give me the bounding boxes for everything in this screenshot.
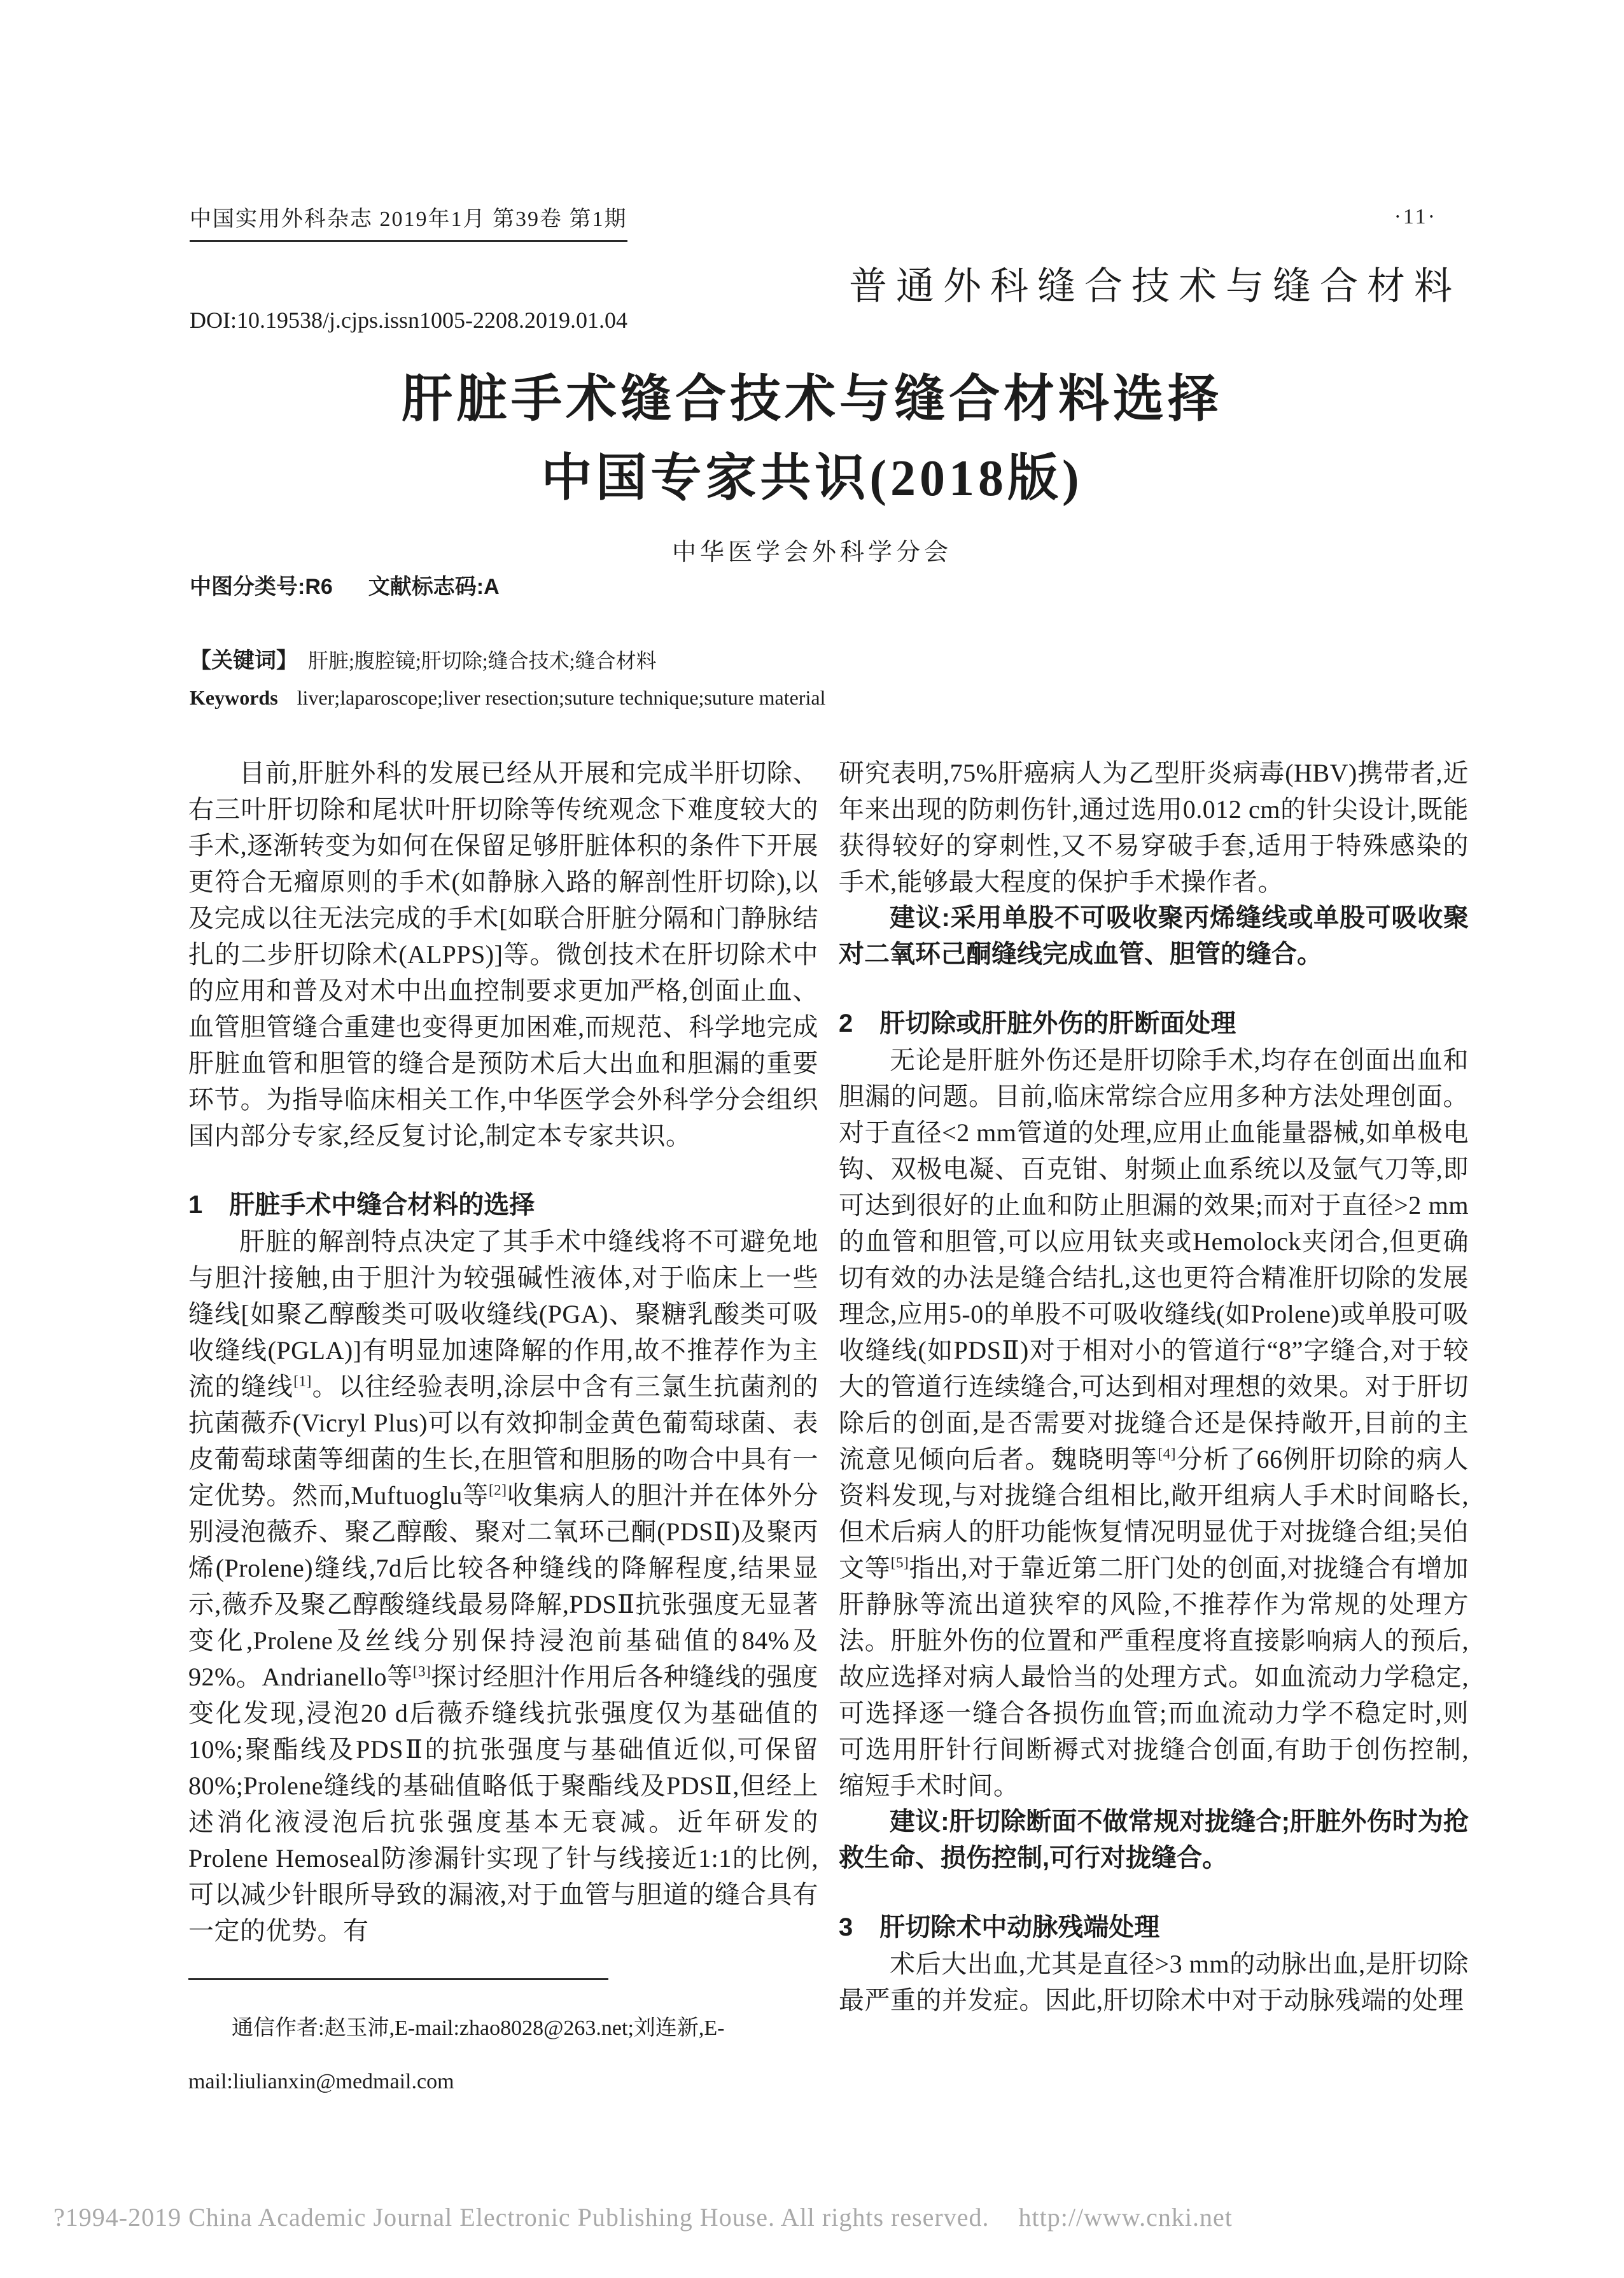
footnote-rule [188, 1978, 608, 1980]
footer-url: http://www.cnki.net [1018, 2203, 1233, 2232]
journal-header: 中国实用外科杂志 2019年1月 第39卷 第1期 [190, 201, 627, 242]
keywords-cn-line [190, 643, 657, 674]
keywords-cn-label: 【关键词】 [190, 649, 298, 673]
author: 中华医学会外科学分会 [671, 539, 952, 566]
body-paragraph: 研究表明,75%肝癌病人为乙型肝炎病毒(HBV)携带者,近年来出现的防刺伤针,通过选用0.012 cm的针尖设计,既能获得较好的穿刺性,又不易穿破手套,适用于特殊感染的手术,能够最大程度的保护手术操作者。 [839, 759, 1469, 896]
footnote [188, 1978, 818, 2109]
body-paragraph: 无论是肝脏外伤还是肝切除手术,均存在创面出血和胆漏的问题。目前,临床常综合应用多种方法处理创面。对于直径<2 mm管道的处理,应用止血能量器械,如单极电钩、双极电凝、百克钳、射频止血系统以及氩气刀等,即可达到很好的止血和防止胆漏的效果;而对于直径>2 mm的血管和胆管,可以应用钛夹或Hemolock夹闭合,但更确切有效的办法是缝合结扎,这也更符合精准肝切除的发展理念,应用5-0的单股不可吸收缝线(如Prolene)或单股可吸收缝线(如PDSⅡ)对于相对小的管道行“8”字缝合,对于较大的管道行连续缝合,可达到相对理想的效果。对于肝切除后的创面,是否需要对拢缝合还是保持敞开,目前的主流意见倾向后者。魏晓明等[4]分析了66例肝切除的病人资料发现,与对拢缝合组相比,敞开组病人手术时间略长,但术后病人的肝功能恢复情况明显优于对拢缝合组;吴伯文等[5]指出,对于靠近第二肝门处的创面,对拢缝合有增加肝静脉等流出道狭窄的风险,不推荐作为常规的处理方法。肝脏外伤的位置和严重程度将直接影响病人的预后,故应选择对病人最恰当的处理方式。如血流动力学稳定,可选择逐一缝合各损伤血管;而血流动力学不稳定时,则可选用肝针行间断褥式对拢缝合创面,有助于创伤控制,缩短手术时间。 [839, 1046, 1469, 1800]
recommendation-paragraph: 建议:采用单股不可吸收聚丙烯缝线或单股可吸收聚对二氧环己酮缝线完成血管、胆管的缝合。 [839, 904, 1469, 968]
article-title-line2: 中国专家共识(2018版) [541, 451, 1083, 507]
section-heading [839, 1006, 1469, 1042]
section-heading [188, 1187, 818, 1223]
page-number: ·11· [1394, 205, 1437, 229]
keywords-en-text: liver;laparoscope;liver resection;suture technique;suture material [297, 686, 826, 709]
section-title: 肝切除或肝脏外伤的肝断面处理 [879, 1009, 1236, 1037]
keywords-en-label: Keywords [190, 686, 278, 709]
doi-line: DOI:10.19538/j.cjps.issn1005-2208.2019.01.04 [190, 307, 627, 333]
left-column [188, 755, 818, 1949]
corresponding-author-note: 通信作者:赵玉沛,E-mail:zhao8028@263.net;刘连新,E-mail:liulianxin@medmail.com [188, 2016, 725, 2093]
section-number: 1 [188, 1191, 203, 1219]
document-code: 文献标志码:A [368, 575, 500, 599]
keywords-cn-text: 肝脏;腹腔镜;肝切除;缝合技术;缝合材料 [308, 649, 657, 672]
section-title: 肝脏手术中缝合材料的选择 [229, 1191, 535, 1219]
right-column [839, 755, 1469, 2018]
keywords-en-line [190, 686, 825, 710]
classification-line [190, 569, 500, 600]
section-heading [839, 1909, 1469, 1946]
clc-number: 中图分类号:R6 [190, 575, 333, 599]
cnki-footer [53, 2202, 1233, 2232]
column-section-title: 普通外科缝合技术与缝合材料 [849, 265, 1461, 307]
footer-copyright: ?1994-2019 China Academic Journal Electronic Publishing House. All rights reserved. [53, 2203, 990, 2232]
body-paragraph: 肝脏的解剖特点决定了其手术中缝线将不可避免地与胆汁接触,由于胆汁为较强碱性液体,对于临床上一些缝线[如聚乙醇酸类可吸收缝线(PGA)、聚糖乳酸类可吸收缝线(PGLA)]有明显加速降解的作用,故不推荐作为主流的缝线[1]。以往经验表明,涂层中含有三氯生抗菌剂的抗菌薇乔(Vicryl Plus)可以有效抑制金黄色葡萄球菌、表皮葡萄球菌等细菌的生长,在胆管和胆肠的吻合中具有一定优势。然而,Muftuoglu等[2]收集病人的胆汁并在体外分别浸泡薇乔、聚乙醇酸、聚对二氧环己酮(PDSⅡ)及聚丙烯(Prolene)缝线,7d后比较各种缝线的降解程度,结果显示,薇乔及聚乙醇酸缝线最易降解,PDSⅡ抗张强度无显著变化,Prolene及丝线分别保持浸泡前基础值的84%及92%。Andrianello等[3]探讨经胆汁作用后各种缝线的强度变化发现,浸泡20 d后薇乔缝线抗张强度仅为基础值的10%;聚酯线及PDSⅡ的抗张强度与基础值近似,可保留80%;Prolene缝线的基础值略低于聚酯线及PDSⅡ,但经上述消化液浸泡后抗张强度基本无衰减。近年研发的Prolene Hemoseal防渗漏针实现了针与线接近1:1的比例,可以减少针眼所导致的漏液,对于血管与胆道的缝合具有一定的优势。有 [188, 1227, 819, 1945]
body-paragraph: 目前,肝脏外科的发展已经从开展和完成半肝切除、右三叶肝切除和尾状叶肝切除等传统观念下难度较大的手术,逐渐转变为如何在保留足够肝脏体积的条件下开展更符合无瘤原则的手术(如静脉入路的解剖性肝切除),以及完成以往无法完成的手术[如联合肝脏分隔和门静脉结扎的二步肝切除术(ALPPS)]等。微创技术在肝切除术中的应用和普及对术中出血控制要求更加严格,创面止血、血管胆管缝合重建也变得更加困难,而规范、科学地完成肝脏血管和胆管的缝合是预防术后大出血和胆漏的重要环节。为指导临床相关工作,中华医学会外科学分会组织国内部分专家,经反复讨论,制定本专家共识。 [188, 759, 818, 1150]
article-title [0, 360, 1624, 518]
section-title: 肝切除术中动脉残端处理 [879, 1913, 1160, 1941]
section-number: 2 [839, 1009, 853, 1037]
section-number: 3 [839, 1913, 853, 1941]
article-title-line1: 肝脏手术缝合技术与缝合材料选择 [402, 372, 1222, 428]
body-paragraph: 术后大出血,尤其是直径>3 mm的动脉出血,是肝切除最严重的并发症。因此,肝切除术中对于动脉残端的处理 [839, 1950, 1469, 2014]
recommendation-paragraph: 建议:肝切除断面不做常规对拢缝合;肝脏外伤时为抢救生命、损伤控制,可行对拢缝合。 [839, 1808, 1469, 1872]
